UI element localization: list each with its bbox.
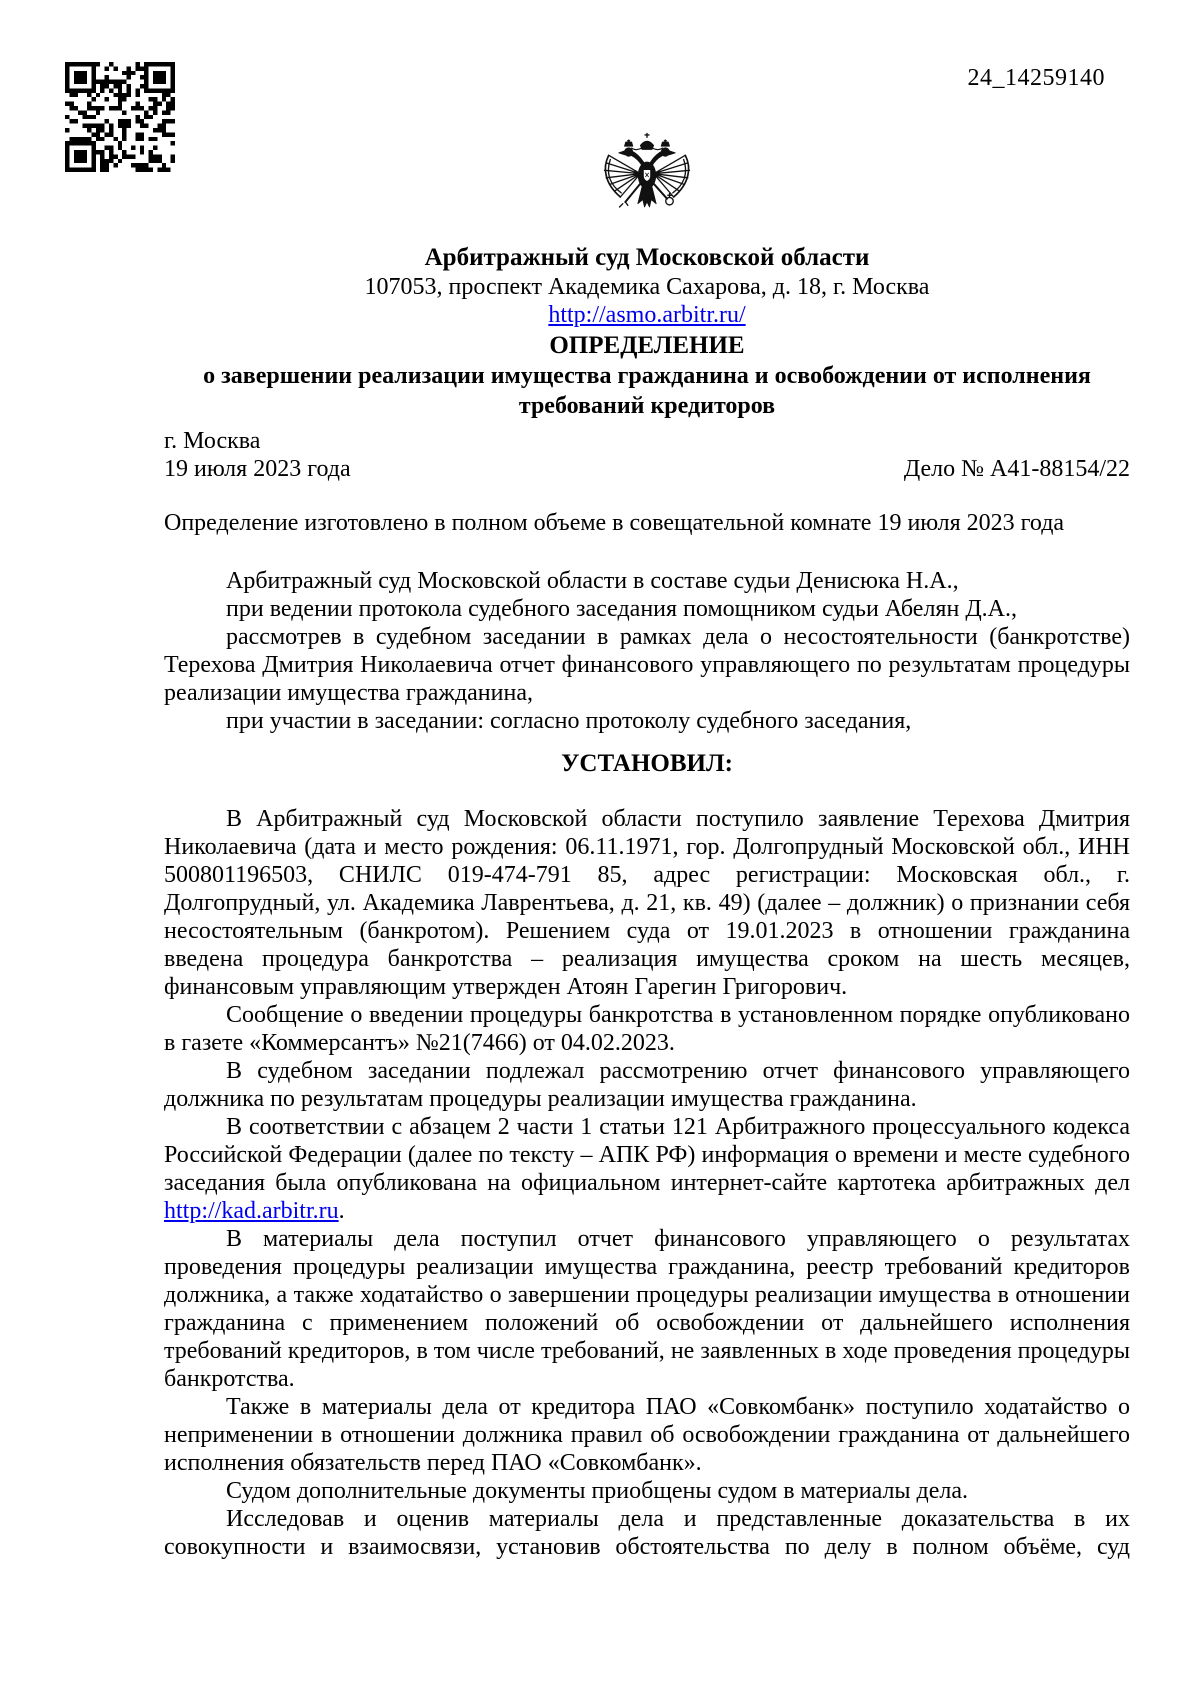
date-case-line	[164, 455, 1130, 483]
emblem-wrap	[164, 127, 1130, 237]
paragraph-sovcombank-motion: Также в материалы дела от кредитора ПАО «Совкомбанк» поступило ходатайство о неприменении в отношении должника правил об освобождении гражданина от дальнейшего исполнения обязательств перед ПАО «Совкомбанк».	[164, 1394, 1130, 1476]
court-site-line	[164, 301, 1130, 329]
body-block	[164, 805, 1130, 1561]
resolution-heading: УСТАНОВИЛ:	[561, 750, 733, 777]
paragraph-report-received: В материалы дела поступил отчет финансового управляющего о результатах проведения процедуры реализации имущества гражданина, реестр требований кредиторов должника, а также ходатайство о завершении процедуры реализации имущества в отношении гражданина с применением положений об освобождении от дальнейшего исполнения требований кредиторов, в том числе требований, не заявленных в ходе проведения процедуры банкротства.	[164, 1226, 1130, 1392]
document-subtitle-line2: требований кредиторов	[518, 393, 776, 419]
paragraph-apk-period: .	[338, 1198, 345, 1224]
case-number: Дело № А41-88154/22	[903, 456, 1130, 482]
paragraph-court-conclusion: Исследовав и оценив материалы дела и представленные доказательства в их совокупности и взаимосвязи, установив обстоятельства по делу в полном объёме, суд	[164, 1506, 1130, 1560]
court-name: Арбитражный суд Московской области	[424, 244, 870, 271]
paragraph-judge: Арбитражный суд Московской области в составе судьи Денисюка Н.А.,	[226, 568, 959, 594]
document-subtitle-line1: о завершении реализации имущества гражданина и освобождении от исполнения	[203, 363, 1091, 389]
document-title: ОПРЕДЕЛЕНИЕ	[549, 332, 745, 359]
intro-block	[164, 567, 1130, 735]
court-website-link[interactable]: http://asmo.arbitr.ru/	[548, 302, 746, 328]
paragraph-application: В Арбитражный суд Московской области поступило заявление Терехова Дмитрия Николаевича (дата и место рождения: 06.11.1971, гор. Долгопрудный Московской обл., ИНН 500801196503, СНИЛС 019-474-791 85, адрес регистрации: Московская обл., г. Долгопрудный, ул. Академика Лаврентьева, д. 21, кв. 49) (далее – должник) о признании себя несостоятельным (банкротом). Решением суда от 19.01.2023 в отношении гражданина введена процедура банкротства – реализация имущества сроком на шесть месяцев, финансовым управляющим утвержден Атоян Гарегин Григорович.	[164, 806, 1130, 1000]
place-line: г. Москва	[164, 428, 261, 454]
court-address: 107053, проспект Академика Сахарова, д. 18, г. Москва	[364, 274, 930, 300]
paragraph-apk-text: В соответствии с абзацем 2 части 1 статьи 121 Арбитражного процессуального кодекса Российской Федерации (далее по тексту – АПК РФ) информация о времени и месте судебного заседания была опубликована на официальном интернет-сайте картотека арбитражных дел	[164, 1114, 1130, 1196]
paragraph-case-subject: рассмотрев в судебном заседании в рамках дела о несостоятельности (банкротстве) Терехова Дмитрия Николаевича отчет финансового управляющего по результатам процедуры реализации имущества гражданина,	[164, 624, 1130, 706]
russian-coat-of-arms-icon	[597, 127, 697, 237]
qr-code-icon	[65, 62, 175, 172]
document-registry-number: 24_14259140	[967, 65, 1105, 91]
paragraph-apk-info	[164, 1113, 1130, 1225]
document-subtitle	[164, 361, 1130, 421]
paragraph-documents-attached: Судом дополнительные документы приобщены судом в материалы дела.	[226, 1478, 969, 1504]
paragraph-clerk: при ведении протокола судебного заседания помощником судьи Абелян Д.А.,	[226, 596, 1018, 622]
full-text-note: Определение изготовлено в полном объеме в совещательной комнате 19 июля 2023 года	[164, 510, 1065, 536]
kad-arbitr-link[interactable]: http://kad.arbitr.ru	[164, 1198, 339, 1224]
paragraph-publication: Сообщение о введении процедуры банкротства в установленном порядке опубликовано в газете «Коммерсантъ» №21(7466) от 04.02.2023.	[164, 1002, 1130, 1056]
document-content	[164, 0, 1130, 1561]
paragraph-attendance: при участии в заседании: согласно протоколу судебного заседания,	[226, 708, 912, 734]
decision-date: 19 июля 2023 года	[164, 456, 351, 482]
paragraph-hearing-subject: В судебном заседании подлежал рассмотрению отчет финансового управляющего должника по результатам процедуры реализации имущества гражданина.	[164, 1058, 1130, 1112]
